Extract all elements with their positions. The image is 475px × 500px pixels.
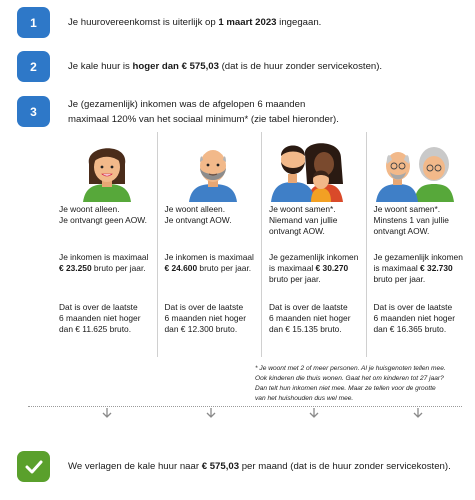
column-single-no-aow: Je woont alleen. Je ontvangt geen AOW. Je inkomen is maximaal € 23.250 bruto per jaar. Dat is over de laatste 6 maanden niet hoger dan € 11.625 bruto. — [52, 132, 157, 357]
elderly-couple-icon — [376, 138, 456, 202]
column-single-aow: Je woont alleen. Je ontvangt AOW. Je inkomen is maximaal € 24.600 bruto per jaar. Dat is over de laatste 6 maanden niet hoger dan € 12.300 bruto. — [157, 132, 262, 357]
arrow-down-icon — [307, 407, 321, 419]
step-3-text: Je (gezamenlijk) inkomen was de afgelopen 6 maanden maximaal 120% van het sociaal minimum* (zie tabel hieronder). — [68, 98, 339, 125]
family-icon — [271, 136, 349, 202]
checkmark-badge — [17, 451, 50, 482]
step-1 — [17, 7, 321, 38]
arrow-down-icon — [100, 407, 114, 419]
column-together-no-aow: Je woont samen*. Niemand van jullie ontvangt AOW. Je gezamenlijk inkomen is maximaal € 30.270 bruto per jaar. Dat is over de laatste 6 maanden niet hoger dan € 15.135 bruto. — [261, 132, 366, 357]
old-man-icon — [183, 138, 243, 202]
woman-icon — [77, 138, 137, 202]
arrow-down-icon — [204, 407, 218, 419]
step-number-badge: 3 — [17, 96, 50, 127]
dotted-divider — [28, 406, 462, 407]
footnote: * Je woont met 2 of meer personen. Al je huisgenoten tellen mee. Ook kinderen die thuis wonen. Gaat het om kinderen tot 27 jaar? Dan telt hun inkomen niet mee. Maar ze tellen voor de grootte van het huishouden dus wel mee. — [255, 365, 446, 402]
step-number-badge: 2 — [17, 51, 50, 82]
conclusion — [17, 451, 451, 482]
step-1-text: Je huurovereenkomst is uiterlijk op 1 maart 2023 ingegaan. — [68, 17, 322, 28]
income-table — [52, 132, 470, 357]
step-2 — [17, 51, 382, 82]
column-together-aow: Je woont samen*. Minstens 1 van jullie ontvangt AOW. Je gezamenlijk inkomen is maximaal € 32.730 bruto per jaar. Dat is over de laatste 6 maanden niet hoger dan € 16.365 bruto. — [366, 132, 471, 357]
step-2-text: Je kale huur is hoger dan € 575,03 (dat is de huur zonder servicekosten). — [68, 61, 383, 72]
conclusion-text: We verlagen de kale huur naar € 575,03 per maand (dat is de huur zonder servicekosten). — [68, 461, 451, 472]
arrow-down-icon — [411, 407, 425, 419]
step-number-badge: 1 — [17, 7, 50, 38]
step-3 — [17, 96, 339, 127]
checkmark-icon — [25, 460, 43, 474]
